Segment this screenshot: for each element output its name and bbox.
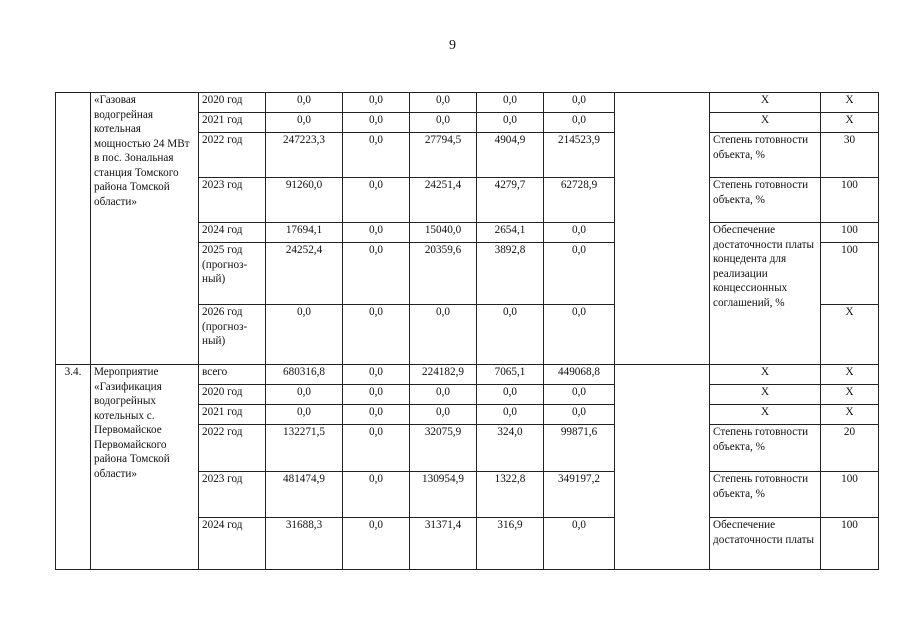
value-cell: 0,0	[477, 93, 544, 113]
value-cell: 0,0	[343, 472, 410, 518]
value-cell: 0,0	[544, 405, 615, 425]
year-cell: 2026 год (прогноз-ный)	[199, 305, 266, 365]
indicator-value-cell: Х	[821, 405, 879, 425]
value-cell: 0,0	[544, 518, 615, 570]
value-cell: 15040,0	[410, 223, 477, 243]
indicator-value-cell: 20	[821, 425, 879, 472]
year-cell: 2023 год	[199, 472, 266, 518]
value-cell: 0,0	[410, 93, 477, 113]
value-cell: 0,0	[266, 405, 343, 425]
value-cell: 481474,9	[266, 472, 343, 518]
value-cell: 0,0	[343, 425, 410, 472]
value-cell: 349197,2	[544, 472, 615, 518]
indicator-cell: Х	[710, 365, 821, 385]
value-cell: 0,0	[266, 305, 343, 365]
year-cell: 2020 год	[199, 93, 266, 113]
value-cell: 316,9	[477, 518, 544, 570]
value-cell: 91260,0	[266, 178, 343, 223]
value-cell: 0,0	[410, 405, 477, 425]
value-cell: 27794,5	[410, 133, 477, 178]
year-cell: 2024 год	[199, 518, 266, 570]
value-cell: 214523,9	[544, 133, 615, 178]
year-cell: 2024 год	[199, 223, 266, 243]
indicator-cell: Х	[710, 113, 821, 133]
value-cell: 0,0	[266, 93, 343, 113]
value-cell: 0,0	[544, 93, 615, 113]
value-cell: 0,0	[343, 243, 410, 305]
value-cell: 0,0	[544, 113, 615, 133]
value-cell: 3892,8	[477, 243, 544, 305]
value-cell: 449068,8	[544, 365, 615, 385]
row-number-cell: 3.4.	[56, 365, 91, 570]
value-cell: 0,0	[343, 93, 410, 113]
year-cell: 2022 год	[199, 425, 266, 472]
value-cell: 0,0	[343, 385, 410, 405]
indicator-cell: Степень готовности объекта, %	[710, 178, 821, 223]
indicator-cell: Обеспечение достаточности платы	[710, 518, 821, 570]
value-cell: 0,0	[544, 223, 615, 243]
block-2	[56, 365, 879, 570]
table-row	[56, 93, 879, 113]
year-cell: 2023 год	[199, 178, 266, 223]
value-cell: 0,0	[343, 178, 410, 223]
value-cell: 0,0	[544, 243, 615, 305]
value-cell: 0,0	[477, 305, 544, 365]
value-cell: 224182,9	[410, 365, 477, 385]
value-cell: 0,0	[410, 385, 477, 405]
indicator-value-cell: 100	[821, 223, 879, 243]
table-row	[56, 365, 879, 385]
value-cell: 0,0	[343, 365, 410, 385]
value-cell: 0,0	[343, 405, 410, 425]
year-cell: 2020 год	[199, 385, 266, 405]
block-1	[56, 93, 879, 365]
indicator-value-cell: Х	[821, 385, 879, 405]
value-cell: 680316,8	[266, 365, 343, 385]
year-cell: 2022 год	[199, 133, 266, 178]
indicator-value-cell: Х	[821, 93, 879, 113]
empty-cell	[615, 93, 710, 365]
measure-description: «Газовая водогрейная котельная мощностью 24 МВт в пос. Зональная станция Томского района Томской области»	[91, 93, 199, 365]
value-cell: 4904,9	[477, 133, 544, 178]
value-cell: 0,0	[343, 223, 410, 243]
indicator-value-cell: 100	[821, 472, 879, 518]
indicator-cell: Степень готовности объекта, %	[710, 133, 821, 178]
indicator-value-cell: Х	[821, 113, 879, 133]
empty-cell	[615, 365, 710, 570]
value-cell: 132271,5	[266, 425, 343, 472]
indicator-value-cell: 100	[821, 518, 879, 570]
value-cell: 130954,9	[410, 472, 477, 518]
value-cell: 0,0	[477, 113, 544, 133]
value-cell: 24251,4	[410, 178, 477, 223]
measure-description: Мероприятие «Газификация водогрейных котельных с. Первомайское Первомайского района Томской области»	[91, 365, 199, 570]
value-cell: 31371,4	[410, 518, 477, 570]
value-cell: 62728,9	[544, 178, 615, 223]
value-cell: 7065,1	[477, 365, 544, 385]
value-cell: 99871,6	[544, 425, 615, 472]
indicator-cell: Х	[710, 385, 821, 405]
indicator-value-cell: 30	[821, 133, 879, 178]
value-cell: 32075,9	[410, 425, 477, 472]
value-cell: 0,0	[343, 133, 410, 178]
value-cell: 31688,3	[266, 518, 343, 570]
value-cell: 0,0	[343, 113, 410, 133]
value-cell: 4279,7	[477, 178, 544, 223]
program-table	[55, 92, 879, 570]
indicator-cell: Х	[710, 93, 821, 113]
value-cell: 0,0	[266, 385, 343, 405]
indicator-cell: Степень готовности объекта, %	[710, 425, 821, 472]
value-cell: 0,0	[343, 305, 410, 365]
value-cell: 0,0	[410, 305, 477, 365]
value-cell: 0,0	[266, 113, 343, 133]
indicator-cell: Степень готовности объекта, %	[710, 472, 821, 518]
value-cell: 0,0	[544, 385, 615, 405]
value-cell: 324,0	[477, 425, 544, 472]
indicator-value-cell: Х	[821, 365, 879, 385]
indicator-value-cell: 100	[821, 178, 879, 223]
value-cell: 24252,4	[266, 243, 343, 305]
year-cell: 2025 год (прогноз-ный)	[199, 243, 266, 305]
page-number: 9	[449, 38, 456, 53]
indicator-value-cell: 100	[821, 243, 879, 305]
value-cell: 0,0	[544, 305, 615, 365]
value-cell: 17694,1	[266, 223, 343, 243]
row-number-cell	[56, 93, 91, 365]
year-cell: 2021 год	[199, 113, 266, 133]
value-cell: 247223,3	[266, 133, 343, 178]
value-cell: 0,0	[410, 113, 477, 133]
value-cell: 0,0	[477, 385, 544, 405]
value-cell: 2654,1	[477, 223, 544, 243]
indicator-value-cell: Х	[821, 305, 879, 365]
value-cell: 1322,8	[477, 472, 544, 518]
year-cell: всего	[199, 365, 266, 385]
merged-indicator-cell: Обеспечение достаточности платы концедента для реализации концессионных соглашений, %	[710, 223, 821, 365]
value-cell: 0,0	[343, 518, 410, 570]
value-cell: 20359,6	[410, 243, 477, 305]
value-cell: 0,0	[477, 405, 544, 425]
indicator-cell: Х	[710, 405, 821, 425]
year-cell: 2021 год	[199, 405, 266, 425]
